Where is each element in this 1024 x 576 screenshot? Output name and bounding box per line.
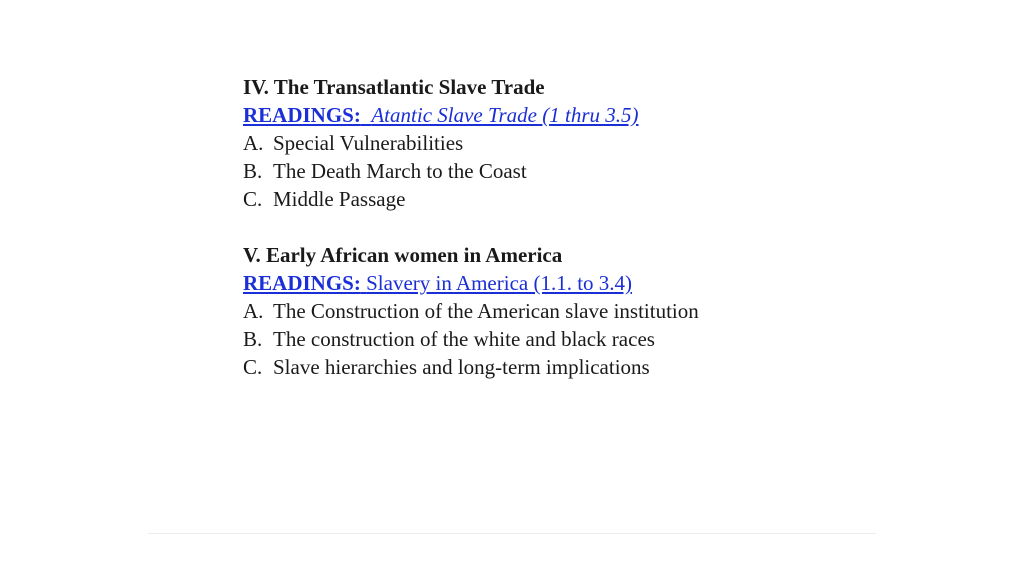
list-item-letter: A.	[243, 131, 264, 155]
readings-link-text: Atantic Slave Trade (1 thru 3.5)	[371, 103, 639, 127]
list-item-text: Special Vulnerabilities	[273, 131, 464, 155]
list-item-letter: B.	[243, 327, 263, 351]
list-item	[243, 129, 863, 157]
list-item-letter: C.	[243, 355, 263, 379]
list-item	[243, 185, 863, 213]
list-item	[243, 353, 863, 381]
section-v-readings-link[interactable]	[243, 271, 632, 295]
list-item-text: The Death March to the Coast	[273, 159, 527, 183]
list-item	[243, 157, 863, 185]
slide-content	[243, 73, 863, 381]
section-v-heading: V. Early African women in America	[243, 243, 563, 267]
readings-link-text: Slavery in America (1.1. to 3.4)	[366, 271, 633, 295]
footer-divider	[148, 533, 876, 534]
section-iv-heading: IV. The Transatlantic Slave Trade	[243, 75, 545, 99]
list-item-letter: C.	[243, 187, 263, 211]
section-v-readings	[243, 269, 863, 297]
section-iv-readings-link[interactable]	[243, 103, 639, 127]
list-item-text: The Construction of the American slave institution	[273, 299, 699, 323]
list-item	[243, 297, 863, 325]
section-iv-readings	[243, 101, 863, 129]
section-spacer	[243, 213, 863, 241]
list-item-text: The construction of the white and black races	[273, 327, 655, 351]
list-item-text: Slave hierarchies and long-term implications	[273, 355, 650, 379]
readings-label: READINGS:	[243, 271, 361, 295]
list-item-text: Middle Passage	[273, 187, 406, 211]
list-item-letter: A.	[243, 299, 264, 323]
readings-label: READINGS:	[243, 103, 361, 127]
list-item-letter: B.	[243, 159, 263, 183]
list-item	[243, 325, 863, 353]
